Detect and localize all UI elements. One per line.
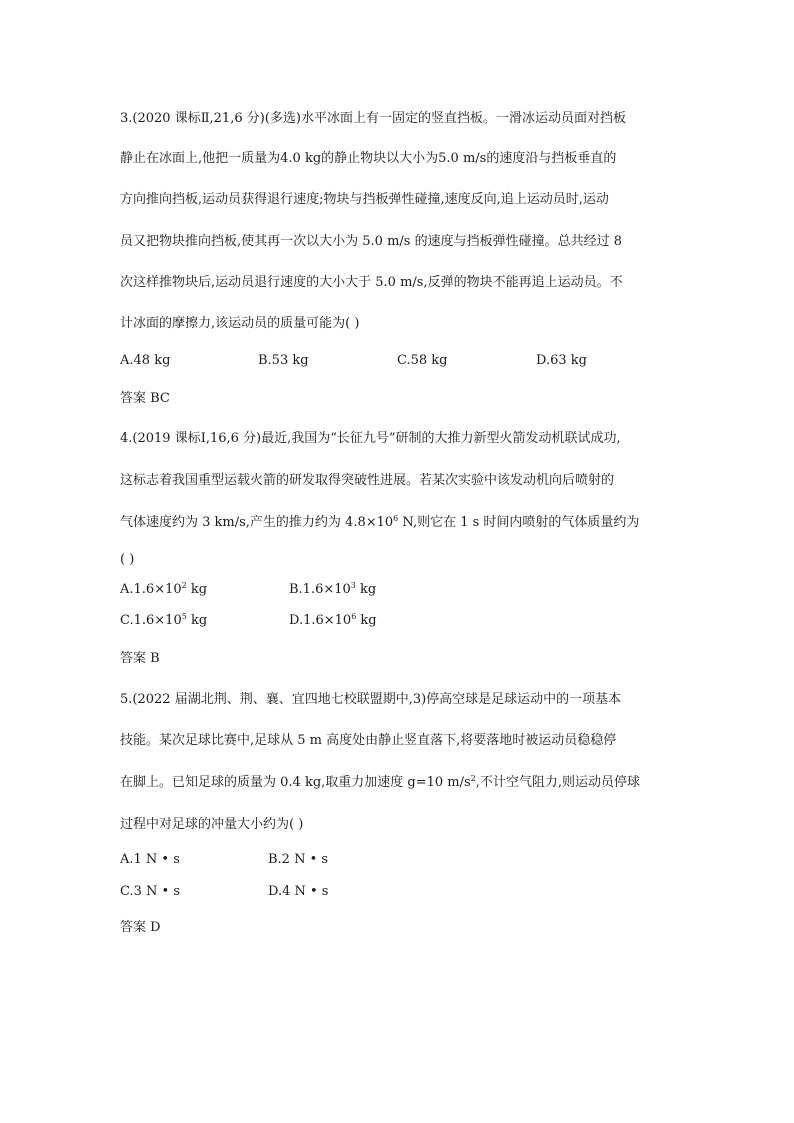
q4-option-a-unit: kg xyxy=(186,582,208,597)
q4-line-3-exponent: 6 xyxy=(393,514,399,523)
q3-line-3: 方向推向挡板,运动员获得退行速度;物块与挡板弹性碰撞,速度反向,追上运动员时,运动 xyxy=(120,192,609,207)
q4-option-c-unit: kg xyxy=(186,613,208,628)
q5-option-b: B.2 N • s xyxy=(268,852,329,867)
q3-option-a: A.48 kg xyxy=(120,353,171,368)
q3-option-d: D.63 kg xyxy=(536,353,587,368)
q4-line-1: 4.(2019 课标Ⅰ,16,6 分)最近,我国为“长征九号”研制的大推力新型火箭发动机联试成功, xyxy=(120,431,621,446)
q3-line-5: 次这样推物块后,运动员退行速度的大小大于 5.0 m/s,反弹的物块不能再追上运动员。不 xyxy=(120,275,623,290)
q4-option-c-base: C.1.6×10 xyxy=(120,613,182,628)
q5-option-a: A.1 N • s xyxy=(120,852,180,867)
q4-line-3 xyxy=(120,515,639,531)
q4-answer: 答案 B xyxy=(120,651,160,666)
q5-line-3-text-b: ,不计空气阻力,则运动员停球 xyxy=(475,775,641,790)
q5-line-3-exponent: 2 xyxy=(470,774,476,783)
q4-option-b-base: B.1.6×10 xyxy=(289,582,351,597)
q4-option-b-exponent: 3 xyxy=(350,581,356,590)
q4-line-3-text-b: N,则它在 1 s 时间内喷射的气体质量约为 xyxy=(398,515,640,530)
q4-option-c-exponent: 5 xyxy=(181,612,187,621)
q3-line-1: 3.(2020 课标Ⅱ,21,6 分)(多选)水平冰面上有一固定的竖直挡板。一滑冰运动员面对挡板 xyxy=(120,111,626,126)
q4-option-b xyxy=(289,582,376,598)
q3-option-c: C.58 kg xyxy=(397,353,448,368)
q3-answer: 答案 BC xyxy=(120,391,170,406)
q5-option-c: C.3 N • s xyxy=(120,884,180,899)
q5-line-4: 过程中对足球的冲量大小约为( ) xyxy=(120,817,304,832)
q5-line-1: 5.(2022 届湖北荆、荆、襄、宜四地七校联盟期中,3)停高空球是足球运动中的一项基本 xyxy=(120,692,622,707)
q4-line-4: ( ) xyxy=(120,552,135,567)
q4-option-d-base: D.1.6×10 xyxy=(289,613,352,628)
q4-option-d-unit: kg xyxy=(356,613,377,628)
q5-line-3 xyxy=(120,775,640,791)
q4-option-b-unit: kg xyxy=(355,582,377,597)
q3-option-b: B.53 kg xyxy=(258,353,309,368)
q4-line-3-text-a: 气体速度约为 3 km/s,产生的推力约为 4.8×10 xyxy=(120,515,394,530)
q4-option-a-base: A.1.6×10 xyxy=(120,582,182,597)
q5-line-2: 技能。某次足球比赛中,足球从 5 m 高度处由静止竖直落下,将要落地时被运动员稳稳停 xyxy=(120,733,617,748)
q4-option-d-exponent: 6 xyxy=(351,612,357,621)
q4-line-2: 这标志着我国重型运载火箭的研发取得突破性进展。若某次实验中该发动机向后喷射的 xyxy=(120,473,615,488)
q4-option-d xyxy=(289,613,377,629)
q5-option-d: D.4 N • s xyxy=(268,884,329,899)
q5-line-3-text-a: 在脚上。已知足球的质量为 0.4 kg,取重力加速度 g=10 m/s xyxy=(120,775,471,790)
q4-option-a xyxy=(120,582,207,598)
q3-line-2: 静止在冰面上,他把一质量为4.0 kg的静止物块以大小为5.0 m/s的速度沿与挡板垂直的 xyxy=(120,151,617,166)
q3-line-4: 员又把物块推向挡板,使其再一次以大小为 5.0 m/s 的速度与挡板弹性碰撞。总共经过 8 xyxy=(120,234,622,249)
q4-option-a-exponent: 2 xyxy=(181,581,187,590)
q4-option-c xyxy=(120,613,207,629)
q3-line-6: 计冰面的摩擦力,该运动员的质量可能为( ) xyxy=(120,316,360,331)
q5-answer: 答案 D xyxy=(120,920,161,935)
